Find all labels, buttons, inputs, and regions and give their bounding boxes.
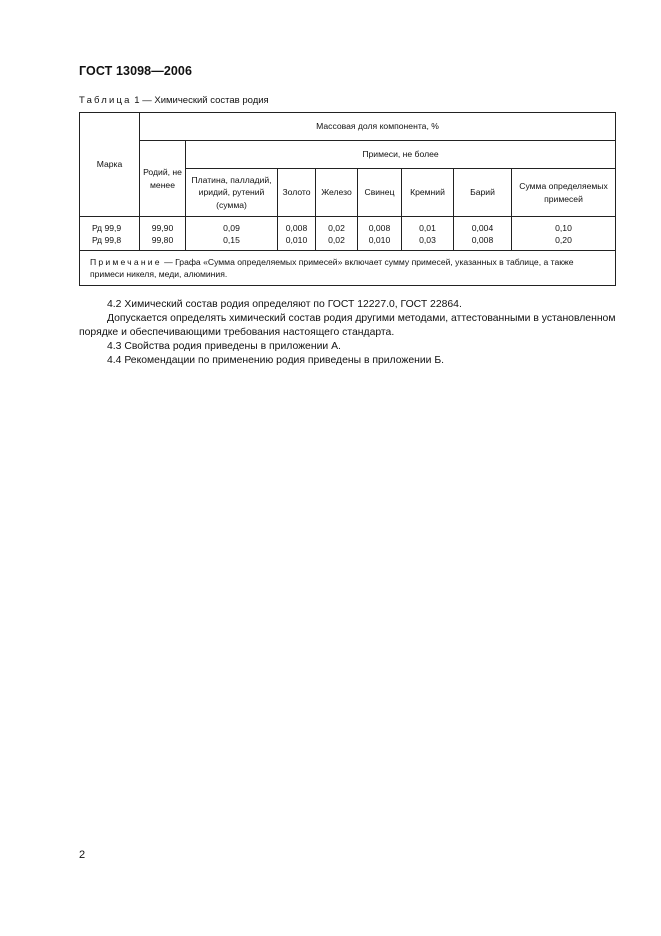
value: 0,20 bbox=[555, 235, 572, 246]
header-barium: Барий bbox=[454, 169, 512, 217]
header-platinum-group: Платина, палладий, иридий, рутений (сумма) bbox=[186, 169, 278, 217]
value: 0,10 bbox=[555, 223, 572, 233]
value: 0,008 bbox=[368, 223, 391, 233]
value: 0,03 bbox=[419, 235, 436, 246]
cell-mark bbox=[80, 217, 140, 251]
value: 0,01 bbox=[419, 223, 436, 233]
header-mark: Марка bbox=[80, 113, 140, 217]
table-row: Рд 99,8 bbox=[92, 235, 122, 246]
header-rhodium: Родий, не менее bbox=[140, 141, 186, 217]
table-caption-label: Таблица bbox=[79, 95, 132, 106]
composition-table bbox=[79, 112, 616, 286]
value: 99,80 bbox=[151, 235, 174, 246]
cell-platinum-group bbox=[186, 217, 278, 251]
header-iron: Железо bbox=[316, 169, 358, 217]
value: 0,010 bbox=[368, 235, 391, 246]
value: 0,010 bbox=[285, 235, 308, 246]
cell-rhodium bbox=[140, 217, 186, 251]
page-number: 2 bbox=[79, 849, 86, 861]
table-caption bbox=[79, 95, 269, 106]
cell-barium bbox=[454, 217, 512, 251]
note-label: Примечание bbox=[90, 257, 162, 267]
value: 0,09 bbox=[223, 223, 240, 233]
header-impurities: Примеси, не более bbox=[186, 141, 616, 169]
header-gold: Золото bbox=[278, 169, 316, 217]
table-data-rows bbox=[80, 217, 616, 251]
document-header: ГОСТ 13098—2006 bbox=[79, 64, 193, 78]
table-caption-title: 1 — Химический состав родия bbox=[131, 95, 269, 106]
cell-gold bbox=[278, 217, 316, 251]
value: 0,15 bbox=[223, 235, 240, 246]
note-text: — Графа «Сумма определяемых примесей» включает сумму примесей, указанных в таблице, а также примеси никеля, меди, алюминия. bbox=[90, 257, 574, 280]
table-row: Рд 99,9 bbox=[92, 223, 122, 233]
cell-silicon bbox=[402, 217, 454, 251]
cell-sum bbox=[512, 217, 616, 251]
paragraph-4-3: 4.3 Свойства родия приведены в приложении А. bbox=[107, 341, 341, 352]
value: 0,02 bbox=[328, 223, 345, 233]
paragraph-alternative-methods: Допускается определять химический состав родия другими методами, аттестованными в установленном порядке и обеспечивающими требования настоящего стандарта. bbox=[79, 313, 616, 338]
cell-iron bbox=[316, 217, 358, 251]
value: 0,008 bbox=[285, 223, 308, 233]
paragraph-4-4: 4.4 Рекомендации по применению родия приведены в приложении Б. bbox=[107, 355, 445, 366]
paragraph-4-2: 4.2 Химический состав родия определяют по ГОСТ 12227.0, ГОСТ 22864. bbox=[107, 299, 462, 310]
header-lead: Свинец bbox=[358, 169, 402, 217]
value: 99,90 bbox=[151, 223, 174, 233]
value: 0,004 bbox=[471, 223, 494, 233]
header-mass-fraction: Массовая доля компонента, % bbox=[140, 113, 616, 141]
header-sum-impurities: Сумма определяемых примесей bbox=[512, 169, 616, 217]
header-silicon: Кремний bbox=[402, 169, 454, 217]
table-note bbox=[80, 251, 616, 286]
cell-lead bbox=[358, 217, 402, 251]
value: 0,02 bbox=[328, 235, 345, 246]
value: 0,008 bbox=[471, 235, 494, 246]
